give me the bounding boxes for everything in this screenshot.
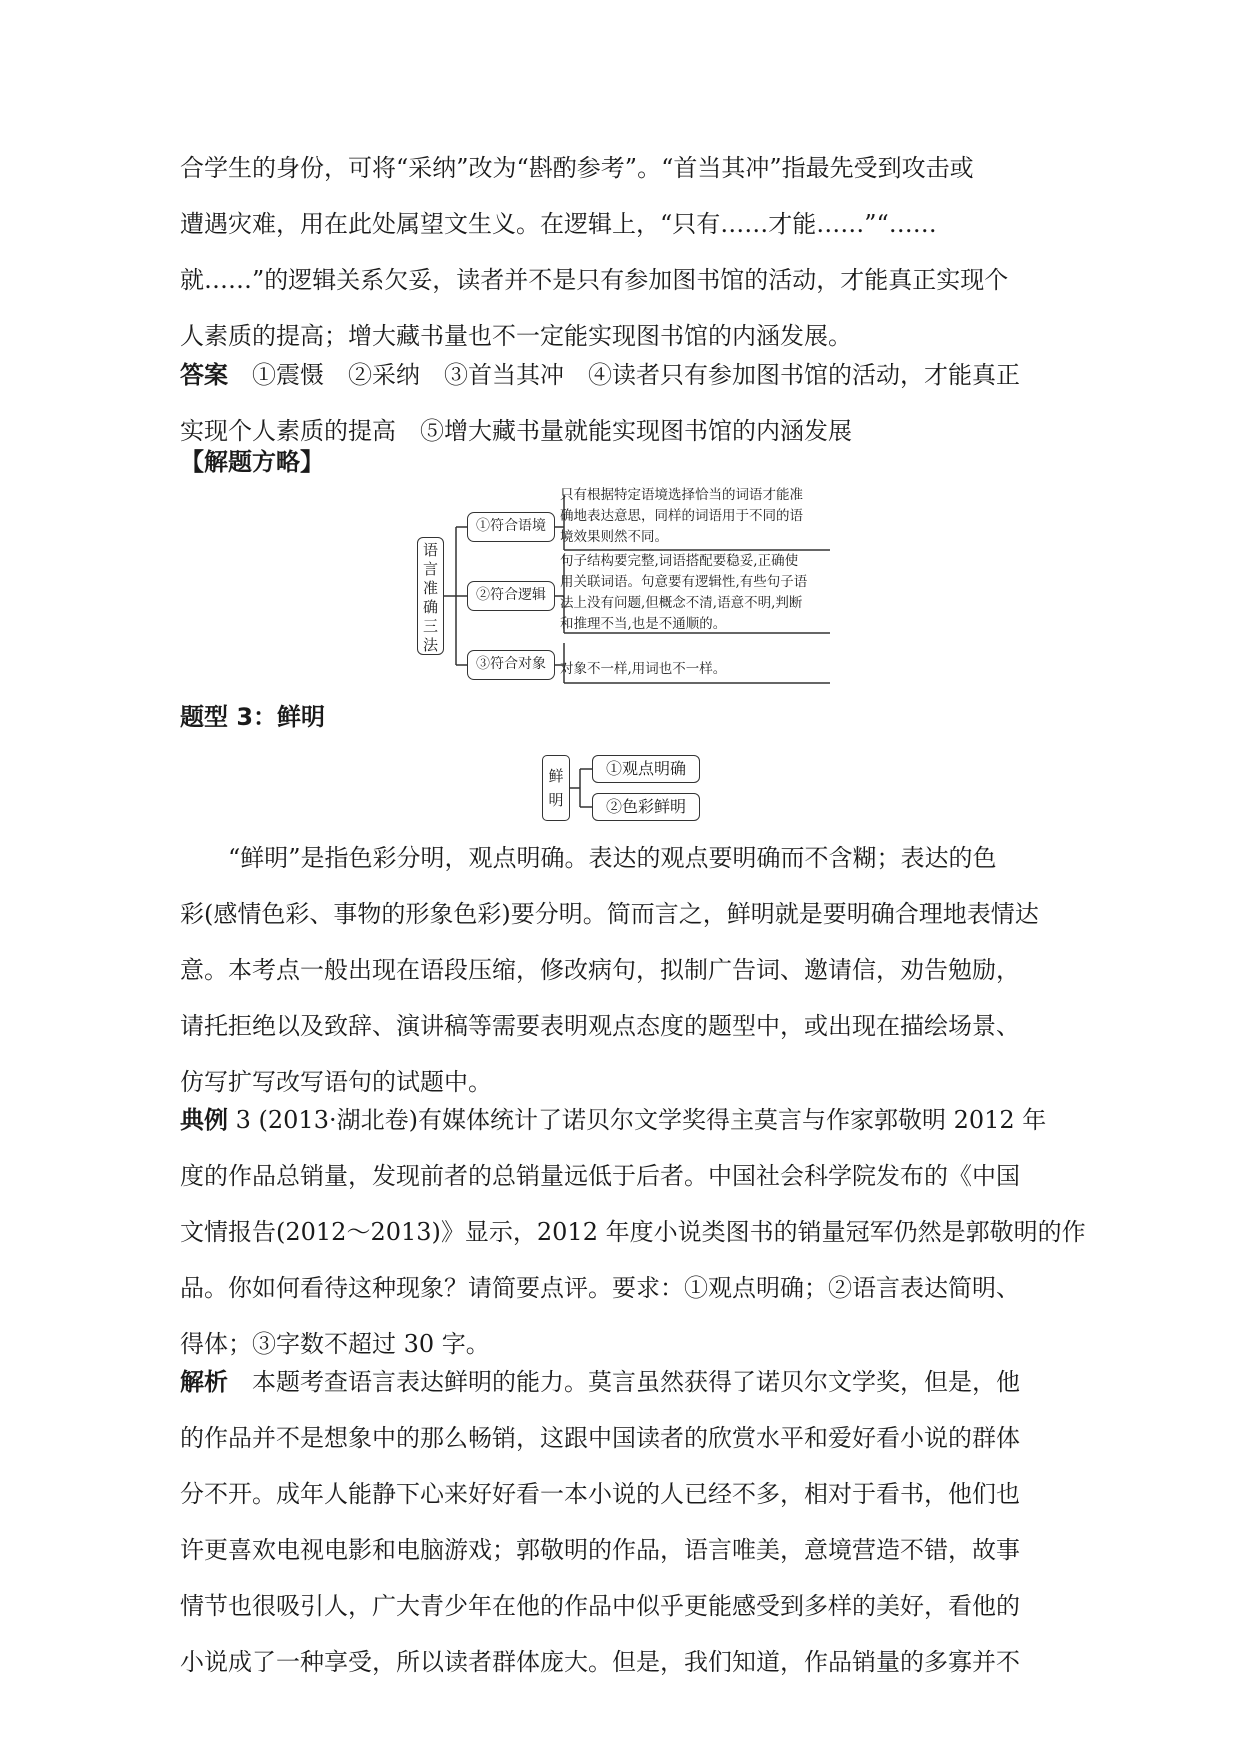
example-text: 3 (2013·湖北卷)有媒体统计了诺贝尔文学奖得主莫言与作家郭敬明 2012 年: [228, 1106, 1047, 1134]
accuracy-methods-diagram: [410, 485, 850, 690]
text-line: 小说成了一种享受，所以读者群体庞大。但是，我们知道，作品销量的多寡并不: [180, 1648, 1020, 1676]
branch-context: ①符合语境: [467, 512, 555, 542]
text-line: 遭遇灾难，用在此处属望文生义。在逻辑上，“只有……才能……”“……: [180, 210, 937, 238]
desc-line: 对象不一样,用词也不一样。: [560, 661, 727, 677]
analysis-label: 解析: [180, 1368, 228, 1396]
desc-line: 法上没有问题,但概念不清,语意不明,判断: [560, 595, 803, 611]
desc-line: 境效果则然不同。: [560, 529, 668, 545]
diagram-root-label: [542, 755, 570, 821]
strategy-heading: 【解题方略】: [180, 448, 324, 476]
text-line: 许更喜欢电视电影和电脑游戏；郭敬明的作品，语言唯美，意境营造不错，故事: [180, 1536, 1020, 1564]
root-char: 确: [422, 598, 438, 616]
text-line: 实现个人素质的提高 ⑤增大藏书量就能实现图书馆的内涵发展: [180, 417, 852, 445]
text-line: 品。你如何看待这种现象？请简要点评。要求：①观点明确；②语言表达简明、: [180, 1274, 1020, 1302]
root-char: 语: [422, 541, 438, 559]
text-line: [180, 1354, 1070, 1410]
branch-audience: ③符合对象: [467, 650, 555, 680]
text-line: 意。本考点一般出现在语段压缩，修改病句，拟制广告词、邀请信，劝告勉励，: [180, 956, 1020, 984]
vividness-explanation-paragraph: [180, 830, 1070, 1110]
desc-line: 句子结构要完整,词语搭配要稳妥,正确使: [560, 553, 799, 569]
root-char: 明: [548, 791, 564, 809]
analysis-continuation-paragraph: [180, 140, 1070, 364]
text-line: 人素质的提高；增大藏书量也不一定能实现图书馆的内涵发展。: [180, 322, 852, 350]
root-char: 言: [422, 560, 438, 578]
analysis-paragraph: [180, 1354, 1070, 1690]
desc-line: 只有根据特定语境选择恰当的词语才能准: [560, 487, 803, 503]
branch-vivid-color: ②色彩鲜明: [592, 793, 700, 821]
analysis-text: 本题考查语言表达鲜明的能力。莫言虽然获得了诺贝尔文学奖，但是，他: [228, 1368, 1020, 1396]
example-label: 典例: [180, 1106, 228, 1134]
root-char: 三: [422, 617, 438, 635]
diagram-root-label: [417, 537, 444, 655]
text-line: [180, 1092, 1070, 1148]
text-line: 分不开。成年人能静下心来好好看一本小说的人已经不多，相对于看书，他们也: [180, 1480, 1020, 1508]
text-line: 情节也很吸引人，广大青少年在他的作品中似乎更能感受到多样的美好，看他的: [180, 1592, 1020, 1620]
branch-context-desc: [560, 485, 840, 548]
desc-line: 确地表达意思，同样的词语用于不同的语: [560, 508, 803, 524]
branch-logic-desc: [560, 551, 840, 635]
example3-paragraph: [180, 1092, 1086, 1372]
text-line: “鲜明”是指色彩分明，观点明确。表达的观点要明确而不含糊；表达的色: [228, 844, 997, 872]
root-char: 鲜: [548, 767, 564, 785]
text-line: 的作品并不是想象中的那么畅销，这跟中国读者的欣赏水平和爱好看小说的群体: [180, 1424, 1020, 1452]
text-line: 仿写扩写改写语句的试题中。: [180, 1068, 492, 1096]
answer-label: 答案: [180, 361, 228, 389]
root-char: 法: [422, 636, 438, 654]
text-line: 度的作品总销量，发现前者的总销量远低于后者。中国社会科学院发布的《中国: [180, 1162, 1020, 1190]
text-line: 就……”的逻辑关系欠妥，读者并不是只有参加图书馆的活动，才能真正实现个: [180, 266, 1009, 294]
branch-logic: ②符合逻辑: [467, 581, 555, 611]
desc-line: 用关联词语。句意要有逻辑性,有些句子语: [560, 574, 808, 590]
text-line: 合学生的身份，可将“采纳”改为“斟酌参考”。“首当其冲”指最先受到攻击或: [180, 154, 974, 182]
text-line: 彩(感情色彩、事物的形象色彩)要分明。简而言之，鲜明就是要明确合理地表情达: [180, 900, 1039, 928]
desc-line: 和推理不当,也是不通顺的。: [560, 616, 727, 632]
text-line: 请托拒绝以及致辞、演讲稿等需要表明观点态度的题型中，或出现在描绘场景、: [180, 1012, 1020, 1040]
root-char: 准: [422, 579, 438, 597]
answer-text: ①震慑 ②采纳 ③首当其冲 ④读者只有参加图书馆的活动，才能真正: [252, 361, 1020, 389]
type3-heading: 题型 3：鲜明: [180, 703, 326, 731]
branch-clear-viewpoint: ①观点明确: [592, 755, 700, 783]
text-line: 得体；③字数不超过 30 字。: [180, 1330, 490, 1358]
text-line: [180, 347, 1070, 403]
vividness-diagram: [540, 752, 710, 824]
text-line: 文情报告(2012～2013)》显示，2012 年度小说类图书的销量冠军仍然是郭敬明的作: [180, 1218, 1086, 1246]
branch-audience-desc: [560, 659, 840, 680]
